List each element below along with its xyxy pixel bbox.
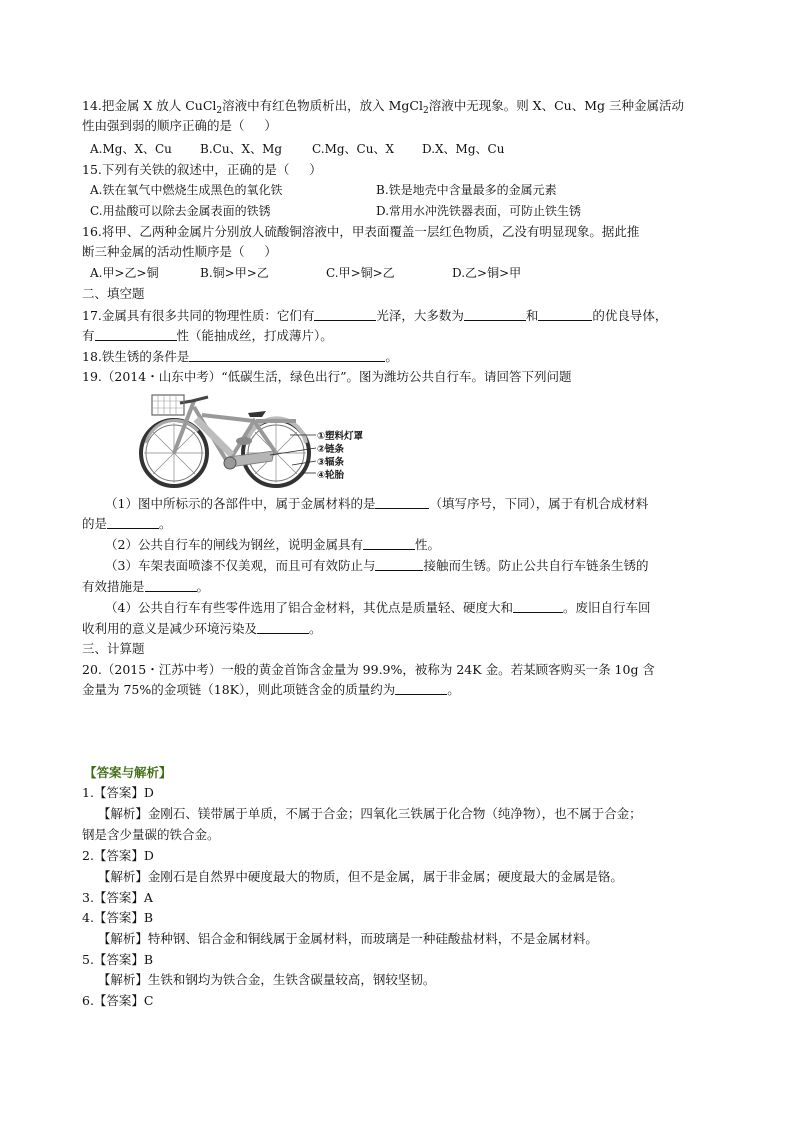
q19-part1-line2: 的是 。 xyxy=(82,516,172,531)
answer-4: 4.【答案】B xyxy=(82,910,154,925)
q19-blank-2[interactable] xyxy=(107,516,159,529)
q19-part4-line1: （4）公共自行车有些零件选用了铝合金材料，其优点是质量轻、硬度大和 。废旧自行车回 xyxy=(105,600,651,615)
q19-part2: （2）公共自行车的闸线为钢丝，说明金属具有 性。 xyxy=(105,537,440,552)
q18-line: 18.铁生锈的条件是 。 xyxy=(82,349,398,364)
q15-option-d: D.常用水冲洗铁器表面，可防止铁生锈 xyxy=(376,204,582,218)
q19-blank-7[interactable] xyxy=(257,621,309,634)
q17-blank-1[interactable] xyxy=(314,308,376,321)
q16-stem-line2: 断三种金属的活动性顺序是（ ） xyxy=(82,244,277,259)
q16-stem-line1: 16.将甲、乙两种金属片分别放人硫酸铜溶液中，甲表面覆盖一层红色物质，乙没有明显现象。据此推 xyxy=(82,224,640,239)
q20-line2: 金量为 75%的金项链（18K），则此项链含金的质量约为 。 xyxy=(82,682,460,697)
label-chain: ②链条 xyxy=(317,444,345,455)
explanation-1-line2: 钢是含少量碳的铁合金。 xyxy=(82,827,220,842)
q17-blank-4[interactable] xyxy=(95,328,177,341)
q19-blank-5[interactable] xyxy=(145,579,197,592)
q14-stem-line1: 14.把金属 X 放人 CuCl$_2$溶液中有红色物质析出，放入 MgCl$_2$溶液中无现象。则 X、Cu、Mg 三种金属活动 xyxy=(82,98,684,116)
explanation-1-line1: 【解析】金刚石、镁带属于单质，不属于合金；四氧化三铁属于化合物（纯净物），也不属于合金； xyxy=(82,806,642,821)
label-spokes: ③辐条 xyxy=(317,457,345,468)
explanation-4: 【解析】特种钢、铝合金和铜线属于金属材料，而玻璃是一种硅酸盐材料，不是金属材料。 xyxy=(82,931,598,946)
q14-option-a: A.Mg、X、Cu xyxy=(90,142,172,156)
label-plastic-lamp-cover: ①塑料灯罩 xyxy=(317,431,364,442)
q14-option-d: D.X、Mg、Cu xyxy=(422,142,505,156)
q19-part4-line2: 收利用的意义是减少环境污染及 。 xyxy=(82,621,322,636)
q16-option-c: C.甲>铜>乙 xyxy=(326,266,395,280)
answer-6: 6.【答案】C xyxy=(82,993,154,1008)
q14-option-b: B.Cu、X、Mg xyxy=(200,142,283,156)
q19-stem: 19.（2014・山东中考）“低碳生活，绿色出行”。图为潍坊公共自行车。请回答下列问题 xyxy=(82,369,572,384)
q16-option-a: A.甲>乙>铜 xyxy=(90,266,159,280)
q15-options-row1 xyxy=(90,182,557,198)
bicycle-figure xyxy=(136,393,722,488)
q17-line2: 有 性（能抽成丝，打成薄片）。 xyxy=(82,328,333,343)
answers-heading: 【答案与解析】 xyxy=(84,765,172,780)
q16-options xyxy=(90,265,521,281)
q19-part3-line2: 有效措施是 。 xyxy=(82,579,210,594)
q19-part1-line1: （1）图中所标示的各部件中，属于金属材料的是 （填写序号，下同），属于有机合成材料 xyxy=(105,496,649,511)
q15-options-row2 xyxy=(90,203,581,219)
q15-option-a: A.铁在氧气中燃烧生成黑色的氧化铁 xyxy=(90,183,283,197)
q19-blank-1[interactable] xyxy=(375,496,429,509)
explanation-5: 【解析】生铁和钢均为铁合金，生铁含碳量较高，钢较坚韧。 xyxy=(82,972,436,987)
q20-line1: 20.（2015・江苏中考）一般的黄金首饰含金量为 99.9%，被称为 24K 金。若某顾客购买一条 10g 含 xyxy=(82,662,655,677)
q16-option-b: B.铜>甲>乙 xyxy=(200,266,269,280)
label-tire: ④轮胎 xyxy=(317,470,345,481)
q15-option-b: B.铁是地壳中含量最多的金属元素 xyxy=(376,183,557,197)
q19-blank-6[interactable] xyxy=(513,600,563,613)
section-heading-fill-in: 二、填空题 xyxy=(82,286,145,301)
q17-line1: 17.金属具有很多共同的物理性质：它们有 光泽，大多数为 和 的优良导体， xyxy=(82,308,668,323)
q14-stem-line2: 性由强到弱的顺序正确的是（ ） xyxy=(82,118,277,133)
q18-blank[interactable] xyxy=(189,349,385,362)
answer-2: 2.【答案】D xyxy=(82,848,154,863)
explanation-2: 【解析】金刚石是自然界中硬度最大的物质，但不是金属，属于非金属；硬度最大的金属是铬。 xyxy=(82,869,623,884)
q19-blank-4[interactable] xyxy=(375,558,423,571)
section-heading-calculation: 三、计算题 xyxy=(82,641,145,656)
q19-blank-3[interactable] xyxy=(363,537,415,550)
q17-blank-2[interactable] xyxy=(464,308,526,321)
q14-options xyxy=(90,141,532,157)
q16-option-d: D.乙>铜>甲 xyxy=(452,266,522,280)
q15-stem: 15.下列有关铁的叙述中，正确的是（ ） xyxy=(82,162,322,177)
answer-3: 3.【答案】A xyxy=(82,890,153,905)
answer-5: 5.【答案】B xyxy=(82,952,154,967)
answer-1: 1.【答案】D xyxy=(82,785,154,800)
q19-part3-line1: （3）车架表面喷漆不仅美观，而且可有效防止与 接触而生锈。防止公共自行车链条生锈的 xyxy=(105,558,649,573)
q15-option-c: C.用盐酸可以除去金属表面的铁锈 xyxy=(90,204,271,218)
q17-blank-3[interactable] xyxy=(538,308,592,321)
q20-blank[interactable] xyxy=(395,682,447,695)
q14-option-c: C.Mg、Cu、X xyxy=(312,142,394,156)
